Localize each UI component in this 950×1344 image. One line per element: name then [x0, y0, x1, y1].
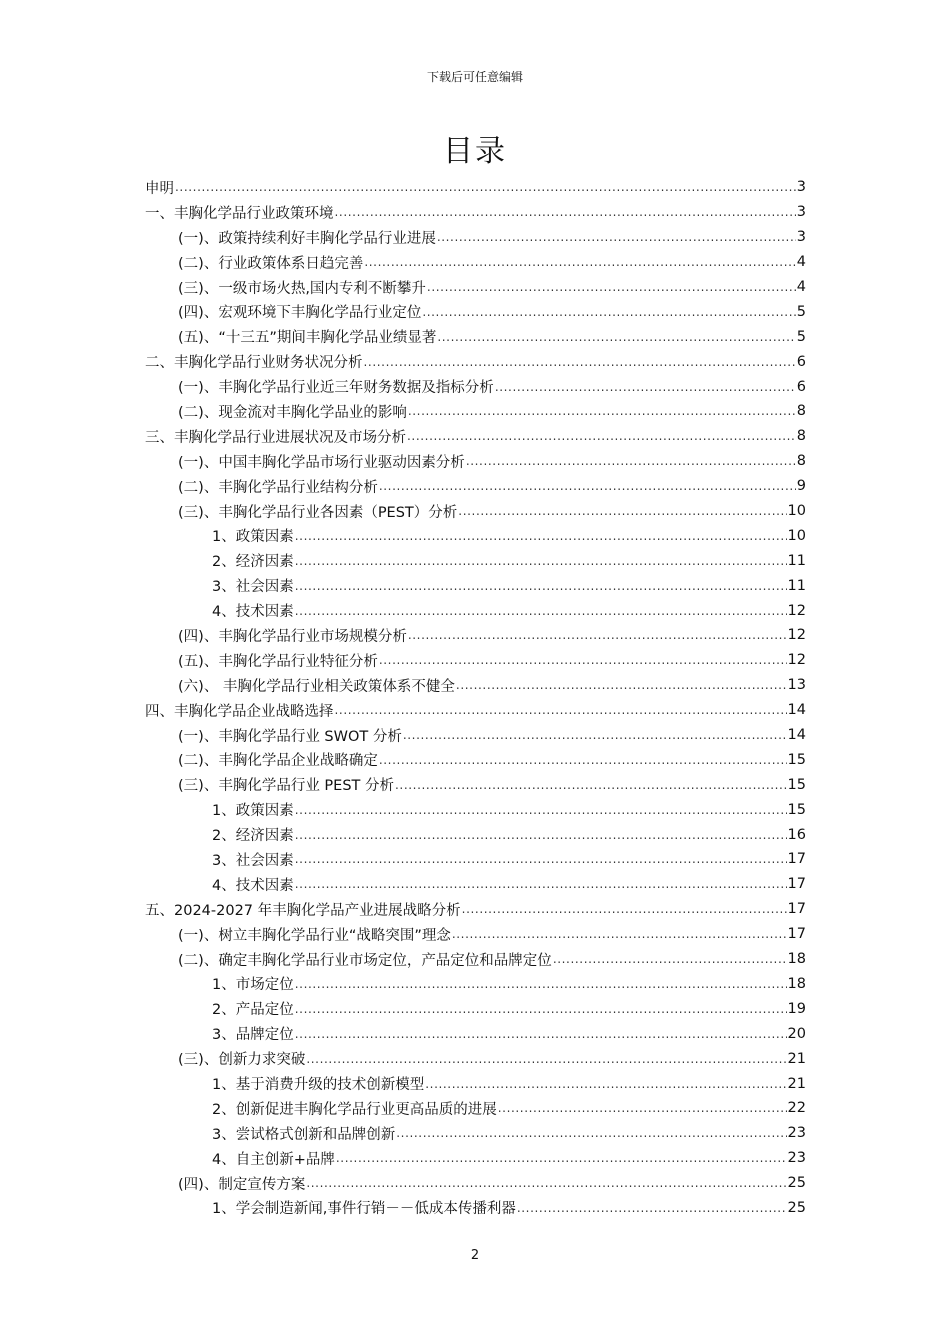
toc-entry[interactable]: [145, 200, 806, 225]
toc-entry-page: 25: [787, 1199, 806, 1216]
toc-entry-page: 3: [796, 179, 806, 196]
toc-dot-leader: [495, 380, 796, 394]
toc-dot-leader: [295, 554, 787, 568]
toc-entry-page: 4: [796, 279, 806, 295]
toc-entry-title: (一)、丰胸化学品行业 SWOT 分析: [178, 728, 402, 745]
toc-dot-leader: [175, 180, 796, 194]
toc-entry[interactable]: [145, 922, 806, 947]
toc-entry-page: 25: [787, 1175, 806, 1192]
toc-entry-page: 18: [787, 975, 806, 992]
toc-dot-leader: [425, 1077, 786, 1091]
toc-entry-title: 2、产品定位: [212, 1002, 294, 1019]
toc-dot-leader: [364, 255, 795, 269]
toc-dot-leader: [295, 877, 787, 891]
toc-entry-title: (一)、政策持续利好丰胸化学品行业进展: [178, 230, 436, 247]
toc-entry-title: 一、丰胸化学品行业政策环境: [145, 205, 334, 222]
toc-dot-leader: [408, 404, 796, 418]
toc-entry-title: (五)、“十三五”期间丰胸化学品业绩显著: [178, 330, 437, 347]
toc-entry-page: 12: [787, 652, 806, 669]
toc-entry-title: (二)、丰胸化学品企业战略确定: [178, 753, 378, 770]
toc-entry-title: (三)、一级市场火热,国内专利不断攀升: [178, 280, 426, 297]
toc-entry[interactable]: [145, 772, 806, 797]
toc-entry-page: 4: [796, 254, 806, 271]
toc-entry[interactable]: [145, 747, 806, 772]
toc-entry[interactable]: [145, 1046, 806, 1071]
toc-entry[interactable]: [145, 648, 806, 673]
page-header: 下载后可任意编辑: [426, 70, 523, 84]
toc-entry[interactable]: [145, 797, 806, 822]
toc-entry-page: 14: [787, 727, 806, 744]
toc-entry-page: 17: [787, 926, 806, 943]
toc-entry-page: 3: [796, 204, 806, 221]
toc-dot-leader: [408, 628, 787, 642]
toc-entry-page: 22: [787, 1100, 806, 1117]
toc-entry-page: 8: [796, 428, 806, 445]
toc-entry[interactable]: [145, 374, 806, 399]
toc-entry-title: 五、2024-2027 年丰胸化学品产业进展战略分析: [145, 902, 461, 919]
toc-entry[interactable]: [145, 523, 806, 548]
toc-entry-title: 1、政策因素: [212, 803, 294, 820]
toc-dot-leader: [427, 280, 796, 294]
toc-entry[interactable]: [145, 324, 806, 349]
toc-entry-title: 2、经济因素: [212, 554, 294, 571]
toc-entry-page: 3: [796, 229, 806, 246]
toc-entry[interactable]: [145, 847, 806, 872]
toc-dot-leader: [379, 479, 796, 493]
toc-entry[interactable]: [145, 474, 806, 499]
toc-dot-leader: [295, 1002, 787, 1016]
toc-entry-title: (一)、树立丰胸化学品行业“战略突围”理念: [178, 927, 451, 944]
toc-entry[interactable]: [145, 723, 806, 748]
toc-entry[interactable]: [145, 349, 806, 374]
toc-dot-leader: [395, 778, 787, 792]
toc-entry-page: 6: [796, 353, 806, 370]
toc-entry[interactable]: [145, 299, 806, 324]
toc-entry-title: 二、丰胸化学品行业财务状况分析: [145, 355, 363, 372]
toc-entry-title: 2、创新促进丰胸化学品行业更高品质的进展: [212, 1101, 497, 1118]
toc-dot-leader: [295, 604, 787, 618]
toc-dot-leader: [295, 852, 787, 866]
toc-entry[interactable]: [145, 573, 806, 598]
toc-entry-title: (六)、 丰胸化学品行业相关政策体系不健全: [178, 678, 455, 695]
toc-title: 目录: [443, 134, 507, 169]
toc-dot-leader: [466, 454, 796, 468]
toc-entry-page: 15: [787, 776, 806, 793]
toc-entry-page: 17: [787, 901, 806, 918]
toc-entry[interactable]: [145, 175, 806, 200]
toc-entry-title: 1、基于消费升级的技术创新模型: [212, 1077, 425, 1093]
toc-dot-leader: [379, 753, 787, 767]
toc-entry-title: 1、政策因素: [212, 529, 294, 546]
toc-entry-page: 5: [796, 328, 806, 345]
toc-entry-page: 16: [787, 826, 806, 843]
toc-entry-page: 6: [796, 378, 806, 395]
toc-entry-title: 4、技术因素: [212, 604, 294, 621]
toc-entry[interactable]: [145, 623, 806, 648]
toc-entry[interactable]: [145, 598, 806, 623]
toc-entry-title: 三、丰胸化学品行业进展状况及市场分析: [145, 429, 406, 446]
toc-entry-page: 21: [787, 1050, 806, 1067]
toc-entry-page: 10: [787, 527, 806, 544]
toc-entry[interactable]: [145, 1071, 806, 1096]
toc-dot-leader: [437, 230, 796, 244]
toc-dot-leader: [295, 529, 787, 543]
toc-entry-title: (三)、丰胸化学品行业 PEST 分析: [178, 778, 394, 795]
toc-entry[interactable]: [145, 947, 806, 972]
toc-entry[interactable]: [145, 698, 806, 723]
toc-entry-title: (一)、中国丰胸化学品市场行业驱动因素分析: [178, 454, 465, 471]
toc-dot-leader: [379, 653, 787, 667]
toc-entry-page: 18: [787, 951, 806, 968]
toc-dot-leader: [458, 504, 786, 518]
toc-dot-leader: [396, 1126, 786, 1140]
toc-dot-leader: [452, 927, 787, 941]
toc-entry-title: (二)、确定丰胸化学品行业市场定位，产品定位和品牌定位: [178, 952, 552, 969]
toc-entry-page: 14: [787, 702, 806, 719]
toc-entry-title: 1、市场定位: [212, 977, 294, 994]
toc-entry-title: 3、社会因素: [212, 852, 294, 869]
toc-entry[interactable]: [145, 872, 806, 897]
toc-entry[interactable]: [145, 1121, 806, 1146]
toc-entry[interactable]: [145, 225, 806, 250]
toc-entry-title: (五)、丰胸化学品行业特征分析: [178, 653, 378, 670]
toc-entry-page: 10: [787, 503, 806, 520]
toc-entry-title: (二)、现金流对丰胸化学品业的影响: [178, 404, 407, 421]
toc-dot-leader: [335, 703, 787, 717]
toc-entry-page: 11: [787, 552, 806, 569]
toc-dot-leader: [553, 952, 787, 966]
toc-entry-page: 19: [787, 1000, 806, 1017]
toc-entry-title: (四)、丰胸化学品行业市场规模分析: [178, 628, 407, 645]
toc-entry[interactable]: [145, 424, 806, 449]
toc-entry[interactable]: [145, 499, 806, 524]
toc-entry[interactable]: [145, 1171, 806, 1196]
toc-entry[interactable]: [145, 822, 806, 847]
toc-entry-page: 21: [787, 1075, 806, 1092]
toc-entry-title: (二)、丰胸化学品行业结构分析: [178, 479, 378, 496]
toc-dot-leader: [407, 429, 796, 443]
toc-entry[interactable]: [145, 673, 806, 698]
toc-entry-page: 17: [787, 851, 806, 868]
toc-entry[interactable]: [145, 250, 806, 275]
toc-entry-page: 20: [787, 1025, 806, 1042]
toc-entry[interactable]: [145, 548, 806, 573]
toc-dot-leader: [295, 977, 787, 991]
toc-entry-title: 申明: [145, 180, 174, 197]
toc-dot-leader: [437, 330, 795, 344]
toc-entry-title: (四)、宏观环境下丰胸化学品行业定位: [178, 305, 422, 322]
toc-entry-title: (四)、制定宣传方案: [178, 1176, 306, 1193]
toc-dot-leader: [422, 305, 795, 319]
toc-dot-leader: [295, 803, 787, 817]
toc-entry-page: 9: [796, 478, 806, 495]
toc-entry-page: 12: [787, 602, 806, 619]
toc-entry-title: 1、学会制造新闻,事件行销－－低成本传播利器: [212, 1201, 516, 1218]
toc-dot-leader: [295, 1027, 787, 1041]
toc-entry-title: (三)、创新力求突破: [178, 1052, 306, 1069]
toc-entry-title: 3、社会因素: [212, 579, 294, 596]
toc-entry-title: 2、经济因素: [212, 828, 294, 845]
toc-entry-page: 23: [787, 1125, 806, 1142]
toc-entry-title: 四、丰胸化学品企业战略选择: [145, 703, 334, 720]
toc-entry-title: (一)、丰胸化学品行业近三年财务数据及指标分析: [178, 380, 494, 397]
toc-entry[interactable]: [145, 275, 806, 300]
toc-dot-leader: [403, 728, 787, 742]
toc-entry-page: 23: [787, 1150, 806, 1167]
toc-dot-leader: [336, 1151, 787, 1165]
toc-entry-page: 17: [787, 876, 806, 893]
toc-entry-title: 3、品牌定位: [212, 1027, 294, 1044]
toc-dot-leader: [306, 1176, 786, 1190]
toc-entry[interactable]: [145, 1021, 806, 1046]
toc-dot-leader: [306, 1052, 786, 1066]
toc-entry[interactable]: [145, 449, 806, 474]
toc-entry-title: (三)、丰胸化学品行业各因素（PEST）分析: [178, 504, 458, 521]
toc-entry-title: 4、自主创新+品牌: [212, 1151, 335, 1168]
toc-entry[interactable]: [145, 1146, 806, 1171]
toc-entry[interactable]: [145, 1096, 806, 1121]
toc-entry[interactable]: [145, 897, 806, 922]
toc-entry-page: 15: [787, 801, 806, 818]
toc-entry[interactable]: [145, 1196, 806, 1221]
toc-dot-leader: [295, 579, 787, 593]
toc-entry-page: 11: [787, 577, 806, 594]
page-number: 2: [470, 1248, 480, 1263]
toc-entry-page: 5: [796, 303, 806, 320]
toc-entry-title: (二)、行业政策体系日趋完善: [178, 255, 364, 272]
toc-dot-leader: [462, 902, 787, 916]
toc-dot-leader: [335, 205, 796, 219]
table-of-contents: [145, 175, 806, 1220]
toc-entry[interactable]: [145, 399, 806, 424]
toc-entry-page: 8: [796, 403, 806, 420]
toc-entry-page: 12: [787, 627, 806, 644]
toc-dot-leader: [456, 678, 787, 692]
toc-entry[interactable]: [145, 972, 806, 997]
toc-entry-page: 13: [787, 677, 806, 694]
toc-dot-leader: [498, 1101, 787, 1115]
toc-entry-page: 8: [796, 453, 806, 470]
toc-entry-title: 3、尝试格式创新和品牌创新: [212, 1126, 396, 1143]
toc-entry[interactable]: [145, 996, 806, 1021]
toc-dot-leader: [295, 828, 787, 842]
toc-entry-page: 15: [787, 751, 806, 768]
toc-dot-leader: [517, 1201, 787, 1215]
toc-dot-leader: [364, 355, 796, 369]
toc-entry-title: 4、技术因素: [212, 877, 294, 894]
